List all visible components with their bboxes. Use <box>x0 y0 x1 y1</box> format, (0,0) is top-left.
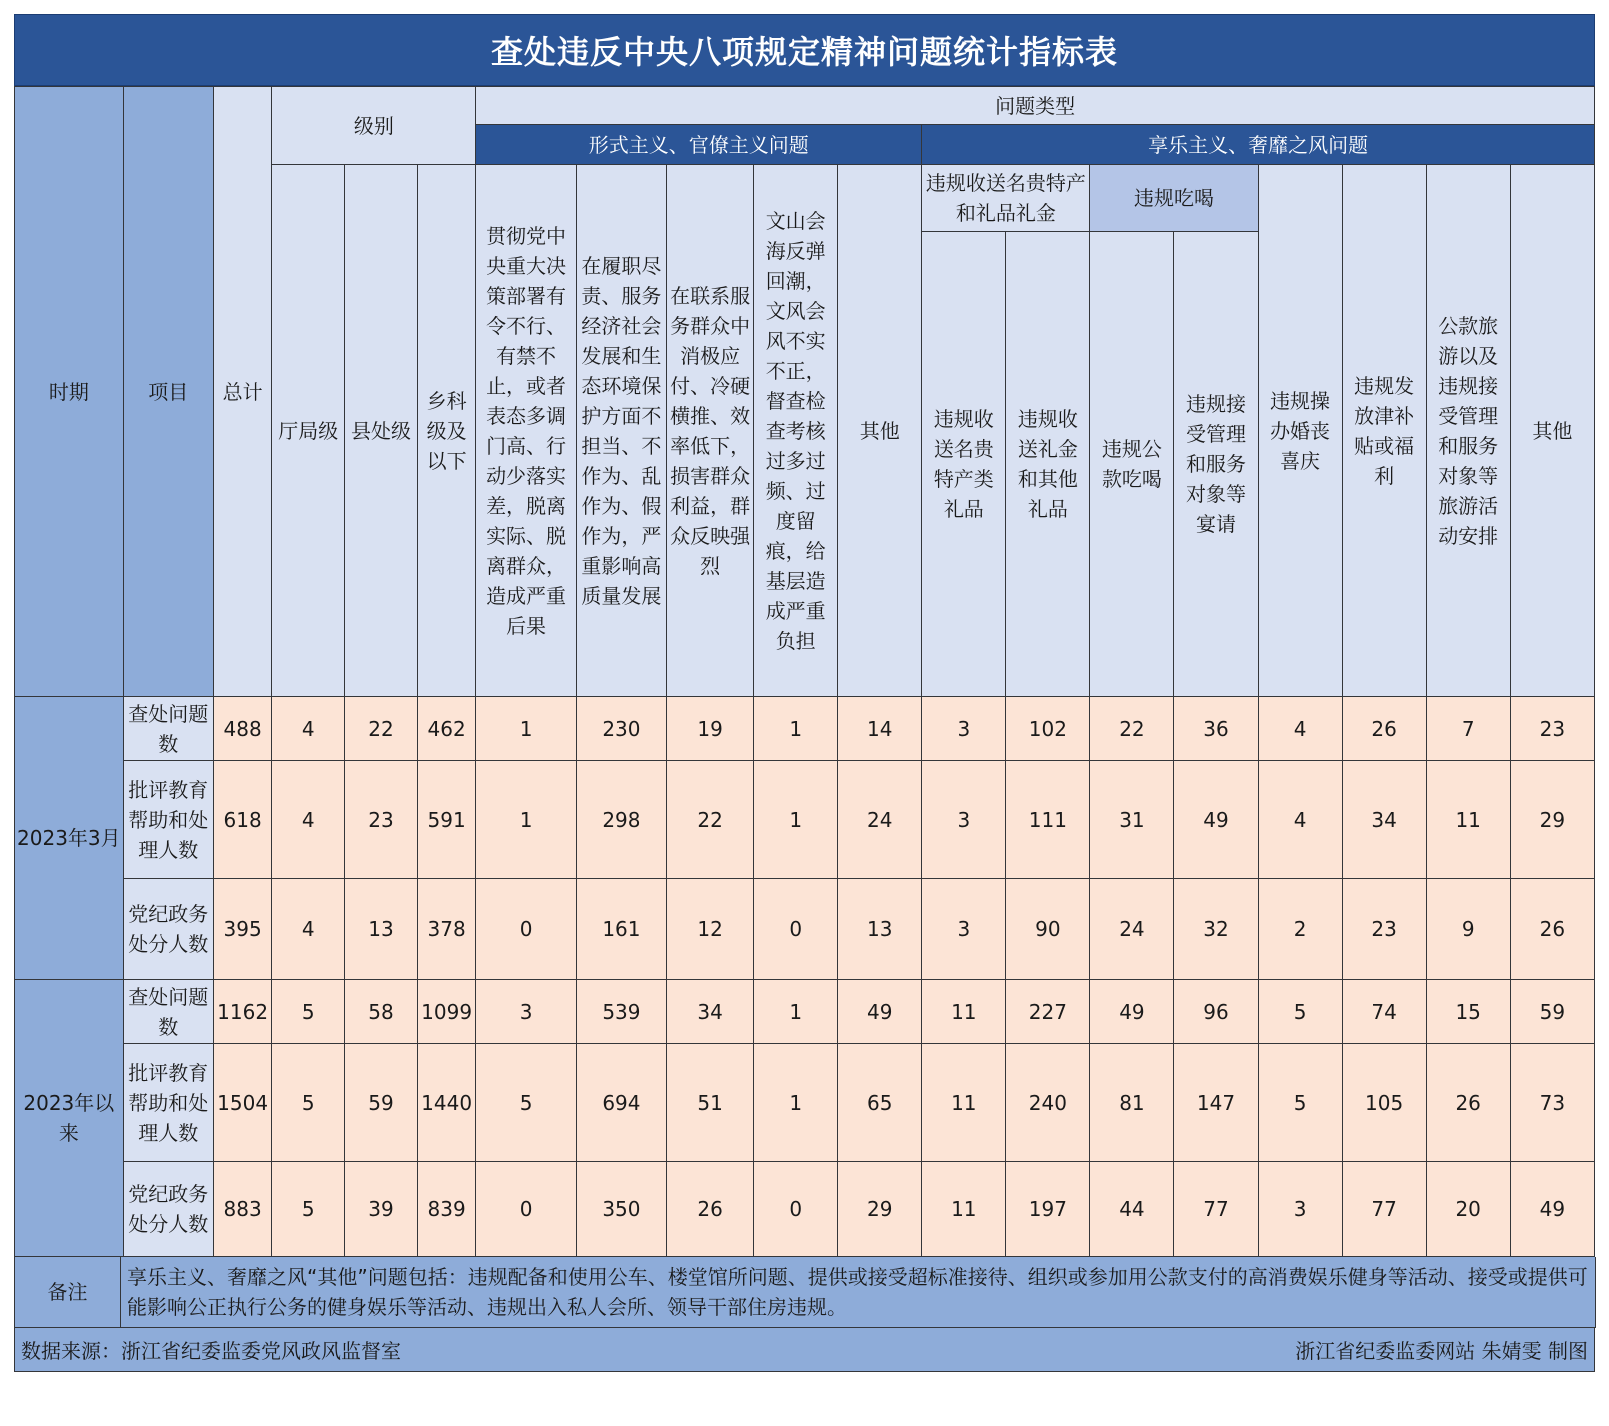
remark-text: 享乐主义、奢靡之风“其他”问题包括：违规配备和使用公车、楼堂馆所问题、提供或接受超标准接待、组织或参加用公款支付的高消费娱乐健身等活动、接受或提供可能影响公正执行公务的健身娱乐等活动、违规出入私人会所、领导干部住房违规。 <box>121 1257 1596 1327</box>
value-cell: 0 <box>754 1162 838 1257</box>
header-total: 总计 <box>213 87 271 697</box>
header-formalism-group: 形式主义、官僚主义问题 <box>476 125 922 165</box>
header-level-xian: 县处级 <box>345 165 418 697</box>
table-row <box>15 697 1595 761</box>
value-cell: 13 <box>345 879 418 980</box>
value-cell: 298 <box>576 761 666 879</box>
value-cell: 9 <box>1426 879 1510 980</box>
value-cell: 111 <box>1006 761 1090 879</box>
value-cell: 11 <box>1426 761 1510 879</box>
value-cell: 20 <box>1426 1162 1510 1257</box>
value-cell: 13 <box>838 879 922 980</box>
value-cell: 1099 <box>417 980 475 1044</box>
value-cell: 230 <box>576 697 666 761</box>
value-cell: 3 <box>922 761 1006 879</box>
table-row <box>15 1162 1595 1257</box>
value-cell: 147 <box>1174 1044 1258 1162</box>
header-formalism-4: 文山会海反弹回潮，文风会风不实不正，督查检查考核过多过频、过度留痕，给基层造成严重负担 <box>754 165 838 697</box>
period-cell: 2023年3月 <box>15 697 124 980</box>
value-cell: 11 <box>922 980 1006 1044</box>
value-cell: 29 <box>838 1162 922 1257</box>
value-cell: 81 <box>1090 1044 1174 1162</box>
value-cell: 462 <box>417 697 475 761</box>
value-cell: 26 <box>667 1162 754 1257</box>
value-cell: 1 <box>476 761 576 879</box>
header-formalism-3: 在联系服务群众中消极应付、冷硬横推、效率低下，损害群众利益，群众反映强烈 <box>667 165 754 697</box>
value-cell: 26 <box>1510 879 1594 980</box>
value-cell: 5 <box>1258 980 1342 1044</box>
header-dining-banquet: 违规接受管理和服务对象等宴请 <box>1174 232 1258 697</box>
value-cell: 1 <box>754 761 838 879</box>
value-cell: 51 <box>667 1044 754 1162</box>
header-level-xiang: 乡科级及以下 <box>417 165 475 697</box>
value-cell: 11 <box>922 1162 1006 1257</box>
value-cell: 74 <box>1342 980 1426 1044</box>
header-item: 项目 <box>123 87 213 697</box>
header-gift-money: 违规收送礼金和其他礼品 <box>1006 232 1090 697</box>
value-cell: 5 <box>1258 1044 1342 1162</box>
value-cell: 96 <box>1174 980 1258 1044</box>
value-cell: 90 <box>1006 879 1090 980</box>
header-allowances: 违规发放津补贴或福利 <box>1342 165 1426 697</box>
stats-sheet <box>14 14 1595 1372</box>
value-cell: 59 <box>345 1044 418 1162</box>
value-cell: 34 <box>667 980 754 1044</box>
value-cell: 77 <box>1174 1162 1258 1257</box>
value-cell: 49 <box>1090 980 1174 1044</box>
header-formalism-other: 其他 <box>838 165 922 697</box>
header-weddings: 违规操办婚丧喜庆 <box>1258 165 1342 697</box>
header-hedonism-other: 其他 <box>1510 165 1594 697</box>
value-cell: 395 <box>213 879 271 980</box>
value-cell: 26 <box>1426 1044 1510 1162</box>
header-formalism-1: 贯彻党中央重大决策部署有令不行、有禁不止，或者表态多调门高、行动少落实差，脱离实际、脱离群众，造成严重后果 <box>476 165 576 697</box>
value-cell: 49 <box>1510 1162 1594 1257</box>
value-cell: 488 <box>213 697 271 761</box>
value-cell: 539 <box>576 980 666 1044</box>
value-cell: 240 <box>1006 1044 1090 1162</box>
value-cell: 44 <box>1090 1162 1174 1257</box>
item-cell: 批评教育帮助和处理人数 <box>123 1044 213 1162</box>
table-row <box>15 761 1595 879</box>
value-cell: 0 <box>476 1162 576 1257</box>
value-cell: 4 <box>272 761 345 879</box>
value-cell: 618 <box>213 761 271 879</box>
value-cell: 49 <box>838 980 922 1044</box>
value-cell: 378 <box>417 879 475 980</box>
value-cell: 3 <box>922 697 1006 761</box>
value-cell: 5 <box>272 1044 345 1162</box>
value-cell: 26 <box>1342 697 1426 761</box>
header-problem-type: 问题类型 <box>476 87 1595 125</box>
value-cell: 350 <box>576 1162 666 1257</box>
footer <box>14 1328 1595 1372</box>
statistics-table <box>14 86 1595 1257</box>
value-cell: 23 <box>345 761 418 879</box>
value-cell: 58 <box>345 980 418 1044</box>
value-cell: 4 <box>272 697 345 761</box>
item-cell: 查处问题数 <box>123 697 213 761</box>
value-cell: 4 <box>1258 761 1342 879</box>
value-cell: 197 <box>1006 1162 1090 1257</box>
value-cell: 5 <box>272 980 345 1044</box>
value-cell: 22 <box>1090 697 1174 761</box>
value-cell: 36 <box>1174 697 1258 761</box>
value-cell: 29 <box>1510 761 1594 879</box>
remark-label: 备注 <box>15 1257 121 1327</box>
value-cell: 5 <box>476 1044 576 1162</box>
value-cell: 3 <box>922 879 1006 980</box>
value-cell: 1440 <box>417 1044 475 1162</box>
header-level-group: 级别 <box>272 87 476 165</box>
value-cell: 1 <box>754 697 838 761</box>
value-cell: 22 <box>667 761 754 879</box>
value-cell: 102 <box>1006 697 1090 761</box>
value-cell: 161 <box>576 879 666 980</box>
value-cell: 7 <box>1426 697 1510 761</box>
header-gift-group: 违规收送名贵特产和礼品礼金 <box>922 165 1090 232</box>
item-cell: 批评教育帮助和处理人数 <box>123 761 213 879</box>
value-cell: 39 <box>345 1162 418 1257</box>
value-cell: 31 <box>1090 761 1174 879</box>
value-cell: 0 <box>754 879 838 980</box>
value-cell: 34 <box>1342 761 1426 879</box>
credit: 浙江省纪委监委网站 朱婧雯 制图 <box>1295 1338 1588 1363</box>
value-cell: 227 <box>1006 980 1090 1044</box>
item-cell: 党纪政务处分人数 <box>123 1162 213 1257</box>
table-row <box>15 879 1595 980</box>
value-cell: 4 <box>1258 697 1342 761</box>
header-hedonism-group: 享乐主义、奢靡之风问题 <box>922 125 1595 165</box>
header-formalism-2: 在履职尽责、服务经济社会发展和生态环境保护方面不担当、不作为、乱作为、假作为，严重影响高质量发展 <box>576 165 666 697</box>
value-cell: 23 <box>1510 697 1594 761</box>
value-cell: 49 <box>1174 761 1258 879</box>
header-dining-group: 违规吃喝 <box>1090 165 1258 232</box>
header-period: 时期 <box>15 87 124 697</box>
value-cell: 23 <box>1342 879 1426 980</box>
value-cell: 73 <box>1510 1044 1594 1162</box>
value-cell: 591 <box>417 761 475 879</box>
value-cell: 105 <box>1342 1044 1426 1162</box>
value-cell: 5 <box>272 1162 345 1257</box>
value-cell: 3 <box>1258 1162 1342 1257</box>
data-source: 数据来源：浙江省纪委监委党风政风监督室 <box>21 1338 401 1363</box>
value-cell: 59 <box>1510 980 1594 1044</box>
header-gift-specialty: 违规收送名贵特产类礼品 <box>922 232 1006 697</box>
value-cell: 694 <box>576 1044 666 1162</box>
value-cell: 839 <box>417 1162 475 1257</box>
table-title: 查处违反中央八项规定精神问题统计指标表 <box>14 14 1595 86</box>
value-cell: 65 <box>838 1044 922 1162</box>
value-cell: 15 <box>1426 980 1510 1044</box>
value-cell: 32 <box>1174 879 1258 980</box>
item-cell: 党纪政务处分人数 <box>123 879 213 980</box>
value-cell: 77 <box>1342 1162 1426 1257</box>
value-cell: 1504 <box>213 1044 271 1162</box>
value-cell: 14 <box>838 697 922 761</box>
remark-table <box>14 1257 1596 1328</box>
value-cell: 0 <box>476 879 576 980</box>
table-row <box>15 980 1595 1044</box>
value-cell: 19 <box>667 697 754 761</box>
value-cell: 12 <box>667 879 754 980</box>
value-cell: 1162 <box>213 980 271 1044</box>
value-cell: 1 <box>754 1044 838 1162</box>
item-cell: 查处问题数 <box>123 980 213 1044</box>
value-cell: 1 <box>476 697 576 761</box>
header-level-ting: 厅局级 <box>272 165 345 697</box>
header-dining-public: 违规公款吃喝 <box>1090 232 1174 697</box>
value-cell: 2 <box>1258 879 1342 980</box>
header-travel: 公款旅游以及违规接受管理和服务对象等旅游活动安排 <box>1426 165 1510 697</box>
table-row <box>15 1044 1595 1162</box>
value-cell: 11 <box>922 1044 1006 1162</box>
value-cell: 24 <box>1090 879 1174 980</box>
value-cell: 3 <box>476 980 576 1044</box>
value-cell: 22 <box>345 697 418 761</box>
value-cell: 4 <box>272 879 345 980</box>
value-cell: 24 <box>838 761 922 879</box>
period-cell: 2023年以来 <box>15 980 124 1257</box>
value-cell: 1 <box>754 980 838 1044</box>
value-cell: 883 <box>213 1162 271 1257</box>
